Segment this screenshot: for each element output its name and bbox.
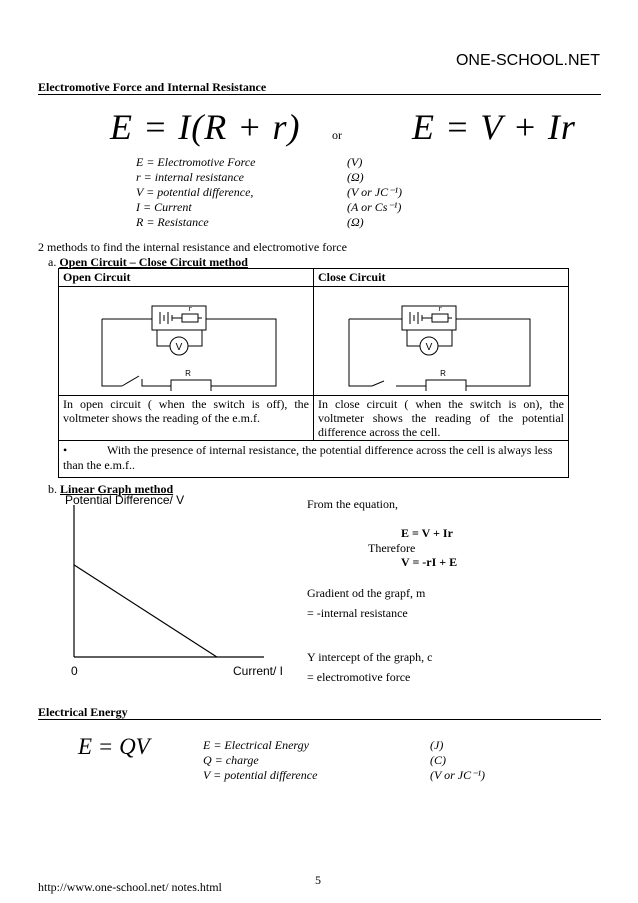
definition-term: I = Current: [136, 200, 192, 214]
note-row: [59, 441, 569, 478]
energy-units: [430, 738, 485, 783]
internal-resistance-label: r: [188, 304, 192, 313]
definition-term: E = Electromotive Force: [136, 155, 256, 169]
resistor-label: R: [185, 369, 191, 378]
definition-term: r = internal resistance: [136, 170, 244, 184]
definition-unit: (C): [430, 753, 446, 767]
definition-unit: (V or JC⁻¹): [347, 185, 403, 199]
definition-term: E = Electrical Energy: [203, 738, 309, 752]
graph-series-line: [74, 565, 217, 657]
definition-unit: (V or JC⁻¹): [430, 768, 486, 782]
definition-term: V = potential difference: [203, 768, 318, 782]
open-circuit-header: Open Circuit: [59, 269, 314, 287]
footer-url[interactable]: http://www.one-school.net/ notes.html: [38, 880, 222, 894]
open-circuit-diagram-cell: [59, 287, 314, 396]
definition-unit: (J): [430, 738, 444, 752]
internal-resistance-note: With the presence of internal resistance, the potential difference across the cell is always less than the e.m.f..: [63, 443, 553, 472]
definition-term: V = potential difference,: [136, 185, 254, 199]
methods-intro: 2 methods to find the internal resistance and electromotive force: [38, 240, 347, 254]
resistor-label: R: [440, 369, 446, 378]
section-title-energy: Electrical Energy: [38, 705, 128, 719]
site-name: ONE-SCHOOL.NET: [455, 52, 600, 69]
energy-definitions: [203, 738, 317, 783]
method-b-title: Linear Graph method: [60, 482, 174, 496]
close-circuit-text: In close circuit ( when the switch is on), the voltmeter shows the reading of the potential difference across the cell.: [314, 396, 569, 441]
explanation-gradient: Gradient od the grapf, m: [307, 586, 426, 600]
explanation-intercept: Y intercept of the graph, c: [307, 650, 433, 664]
method-b-prefix: b.: [48, 482, 57, 496]
definition-unit: (V): [347, 155, 363, 169]
explanation-therefore: Therefore: [368, 541, 416, 555]
close-circuit-diagram-cell: [314, 287, 569, 396]
section-rule: [38, 719, 601, 720]
emf-units: [347, 155, 402, 230]
explanation-from: From the equation,: [307, 497, 398, 511]
or-text: or: [332, 128, 342, 142]
internal-resistance-label: r: [438, 304, 442, 313]
method-a-title: Open Circuit – Close Circuit method: [59, 255, 248, 269]
close-circuit-header: Close Circuit: [314, 269, 569, 287]
definition-unit: (Ω): [347, 215, 364, 229]
explanation-equation-2: V = -rI + E: [401, 555, 458, 569]
linear-graph: [40, 490, 300, 690]
circuit-table: [58, 268, 569, 478]
graph-origin-label: 0: [71, 664, 78, 678]
section-title-emf: Electromotive Force and Internal Resistance: [38, 80, 267, 94]
explanation-gradient-value: = -internal resistance: [307, 606, 408, 620]
definition-unit: (A or Cs⁻¹): [347, 200, 402, 214]
method-a-prefix: a.: [48, 255, 57, 269]
graph-y-label: Potential Difference/ V: [65, 493, 185, 507]
voltmeter-label: V: [175, 342, 183, 353]
definition-term: Q = charge: [203, 753, 259, 767]
emf-definitions: [136, 155, 256, 230]
explanation-equation-1: E = V + Ir: [401, 526, 453, 540]
bullet-icon: •: [63, 443, 68, 457]
definition-unit: (Ω): [347, 170, 364, 184]
explanation-intercept-value: = electromotive force: [307, 670, 411, 684]
graph-x-label: Current/ I: [233, 664, 284, 678]
section-rule: [38, 94, 601, 95]
open-circuit-text: In open circuit ( when the switch is off), the voltmeter shows the reading of the e.m.f.: [59, 396, 314, 441]
close-circuit-diagram: [314, 287, 568, 391]
emf-equation-main: E = I(R + r): [110, 107, 301, 147]
energy-equation: E = QV: [78, 734, 150, 759]
emf-equation-alt: E = V + Ir: [412, 107, 576, 147]
voltmeter-label: V: [425, 342, 433, 353]
definition-term: R = Resistance: [136, 215, 209, 229]
page-number: 5: [315, 873, 321, 887]
open-circuit-diagram: [59, 287, 313, 391]
